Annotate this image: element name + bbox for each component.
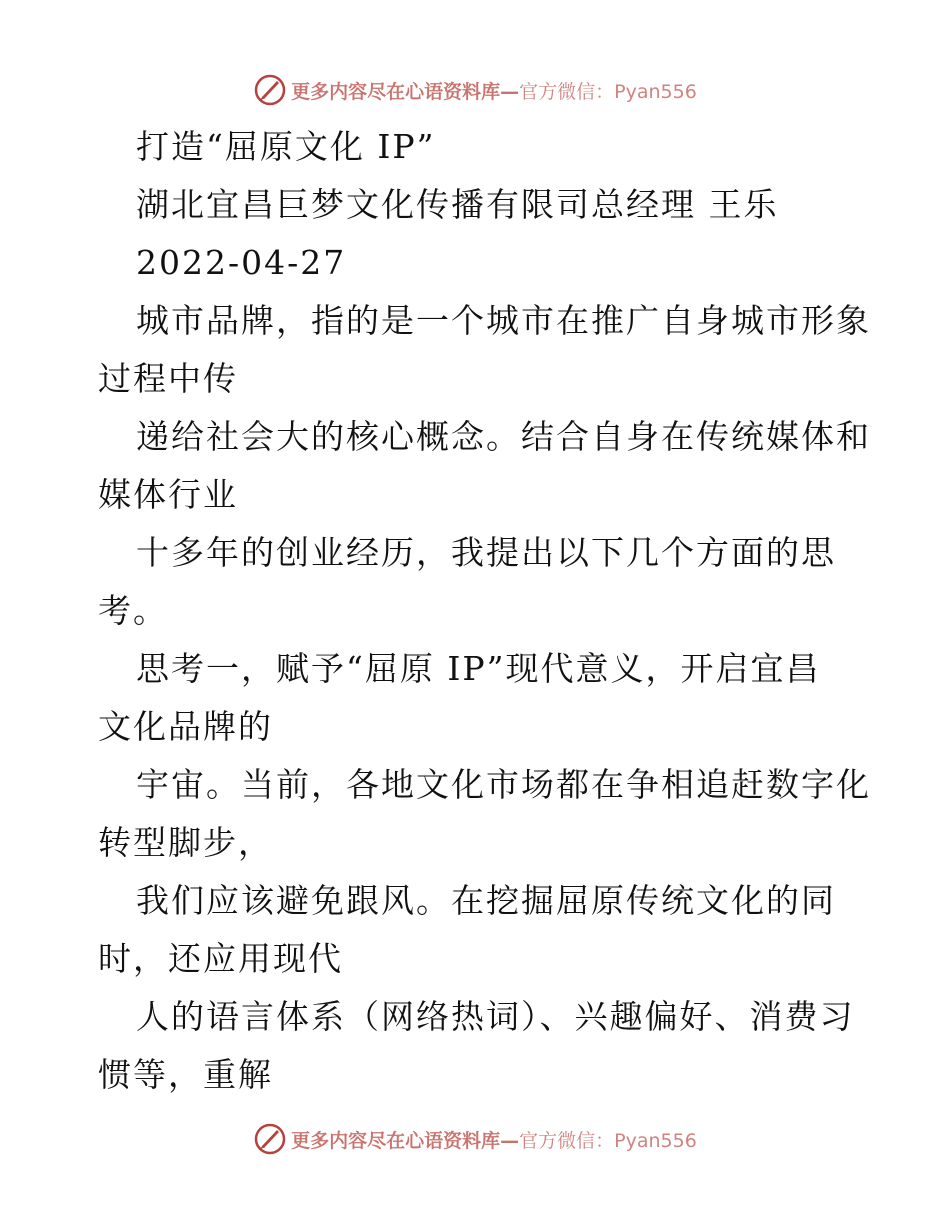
text-line: 湖北宜昌巨梦文化传播有限司总经理 王乐 — [136, 185, 779, 224]
text-line: 人的语言体系（网络热词）、兴趣偏好、消费习 — [136, 997, 855, 1036]
text-line: 2022-04-27 — [136, 243, 347, 282]
text-line: 过程中传 — [98, 359, 238, 398]
watermark-separator: — — [500, 80, 520, 103]
header-watermark — [0, 70, 950, 110]
text-line: 考。 — [98, 591, 168, 630]
watermark-separator: — — [500, 1129, 520, 1152]
watermark-wechat-text: 官方微信：Pyan556 — [519, 1129, 697, 1152]
text-line: 思考一，赋予“屈原 IP”现代意义，开启宜昌 — [136, 649, 821, 688]
footer-watermark — [0, 1119, 950, 1159]
text-line: 惯等，重解 — [98, 1055, 273, 1094]
text-line: 媒体行业 — [98, 475, 238, 514]
text-line: 文化品牌的 — [98, 707, 273, 746]
text-line: 宇宙。当前，各地文化市场都在争相追赶数字化 — [136, 765, 871, 804]
watermark-brand-text: 更多内容尽在心语资料库 — [291, 80, 501, 103]
document-body — [98, 118, 871, 1104]
text-line: 递给社会大的核心概念。结合自身在传统媒体和 — [136, 417, 871, 456]
watermark-brand-text: 更多内容尽在心语资料库 — [291, 1129, 501, 1152]
text-line: 时，还应用现代 — [98, 939, 343, 978]
text-line: 城市品牌，指的是一个城市在推广自身城市形象 — [136, 301, 871, 340]
text-line: 我们应该避免跟风。在挖掘屈原传统文化的同 — [136, 881, 836, 920]
watermark-wechat-text: 官方微信：Pyan556 — [519, 80, 697, 103]
text-line: 转型脚步， — [98, 823, 273, 862]
text-line: 十多年的创业经历，我提出以下几个方面的思 — [136, 533, 836, 572]
quill-pen-logo-icon — [253, 1122, 287, 1156]
text-line: 打造“屈原文化 IP” — [136, 127, 436, 166]
quill-pen-logo-icon — [253, 73, 287, 107]
